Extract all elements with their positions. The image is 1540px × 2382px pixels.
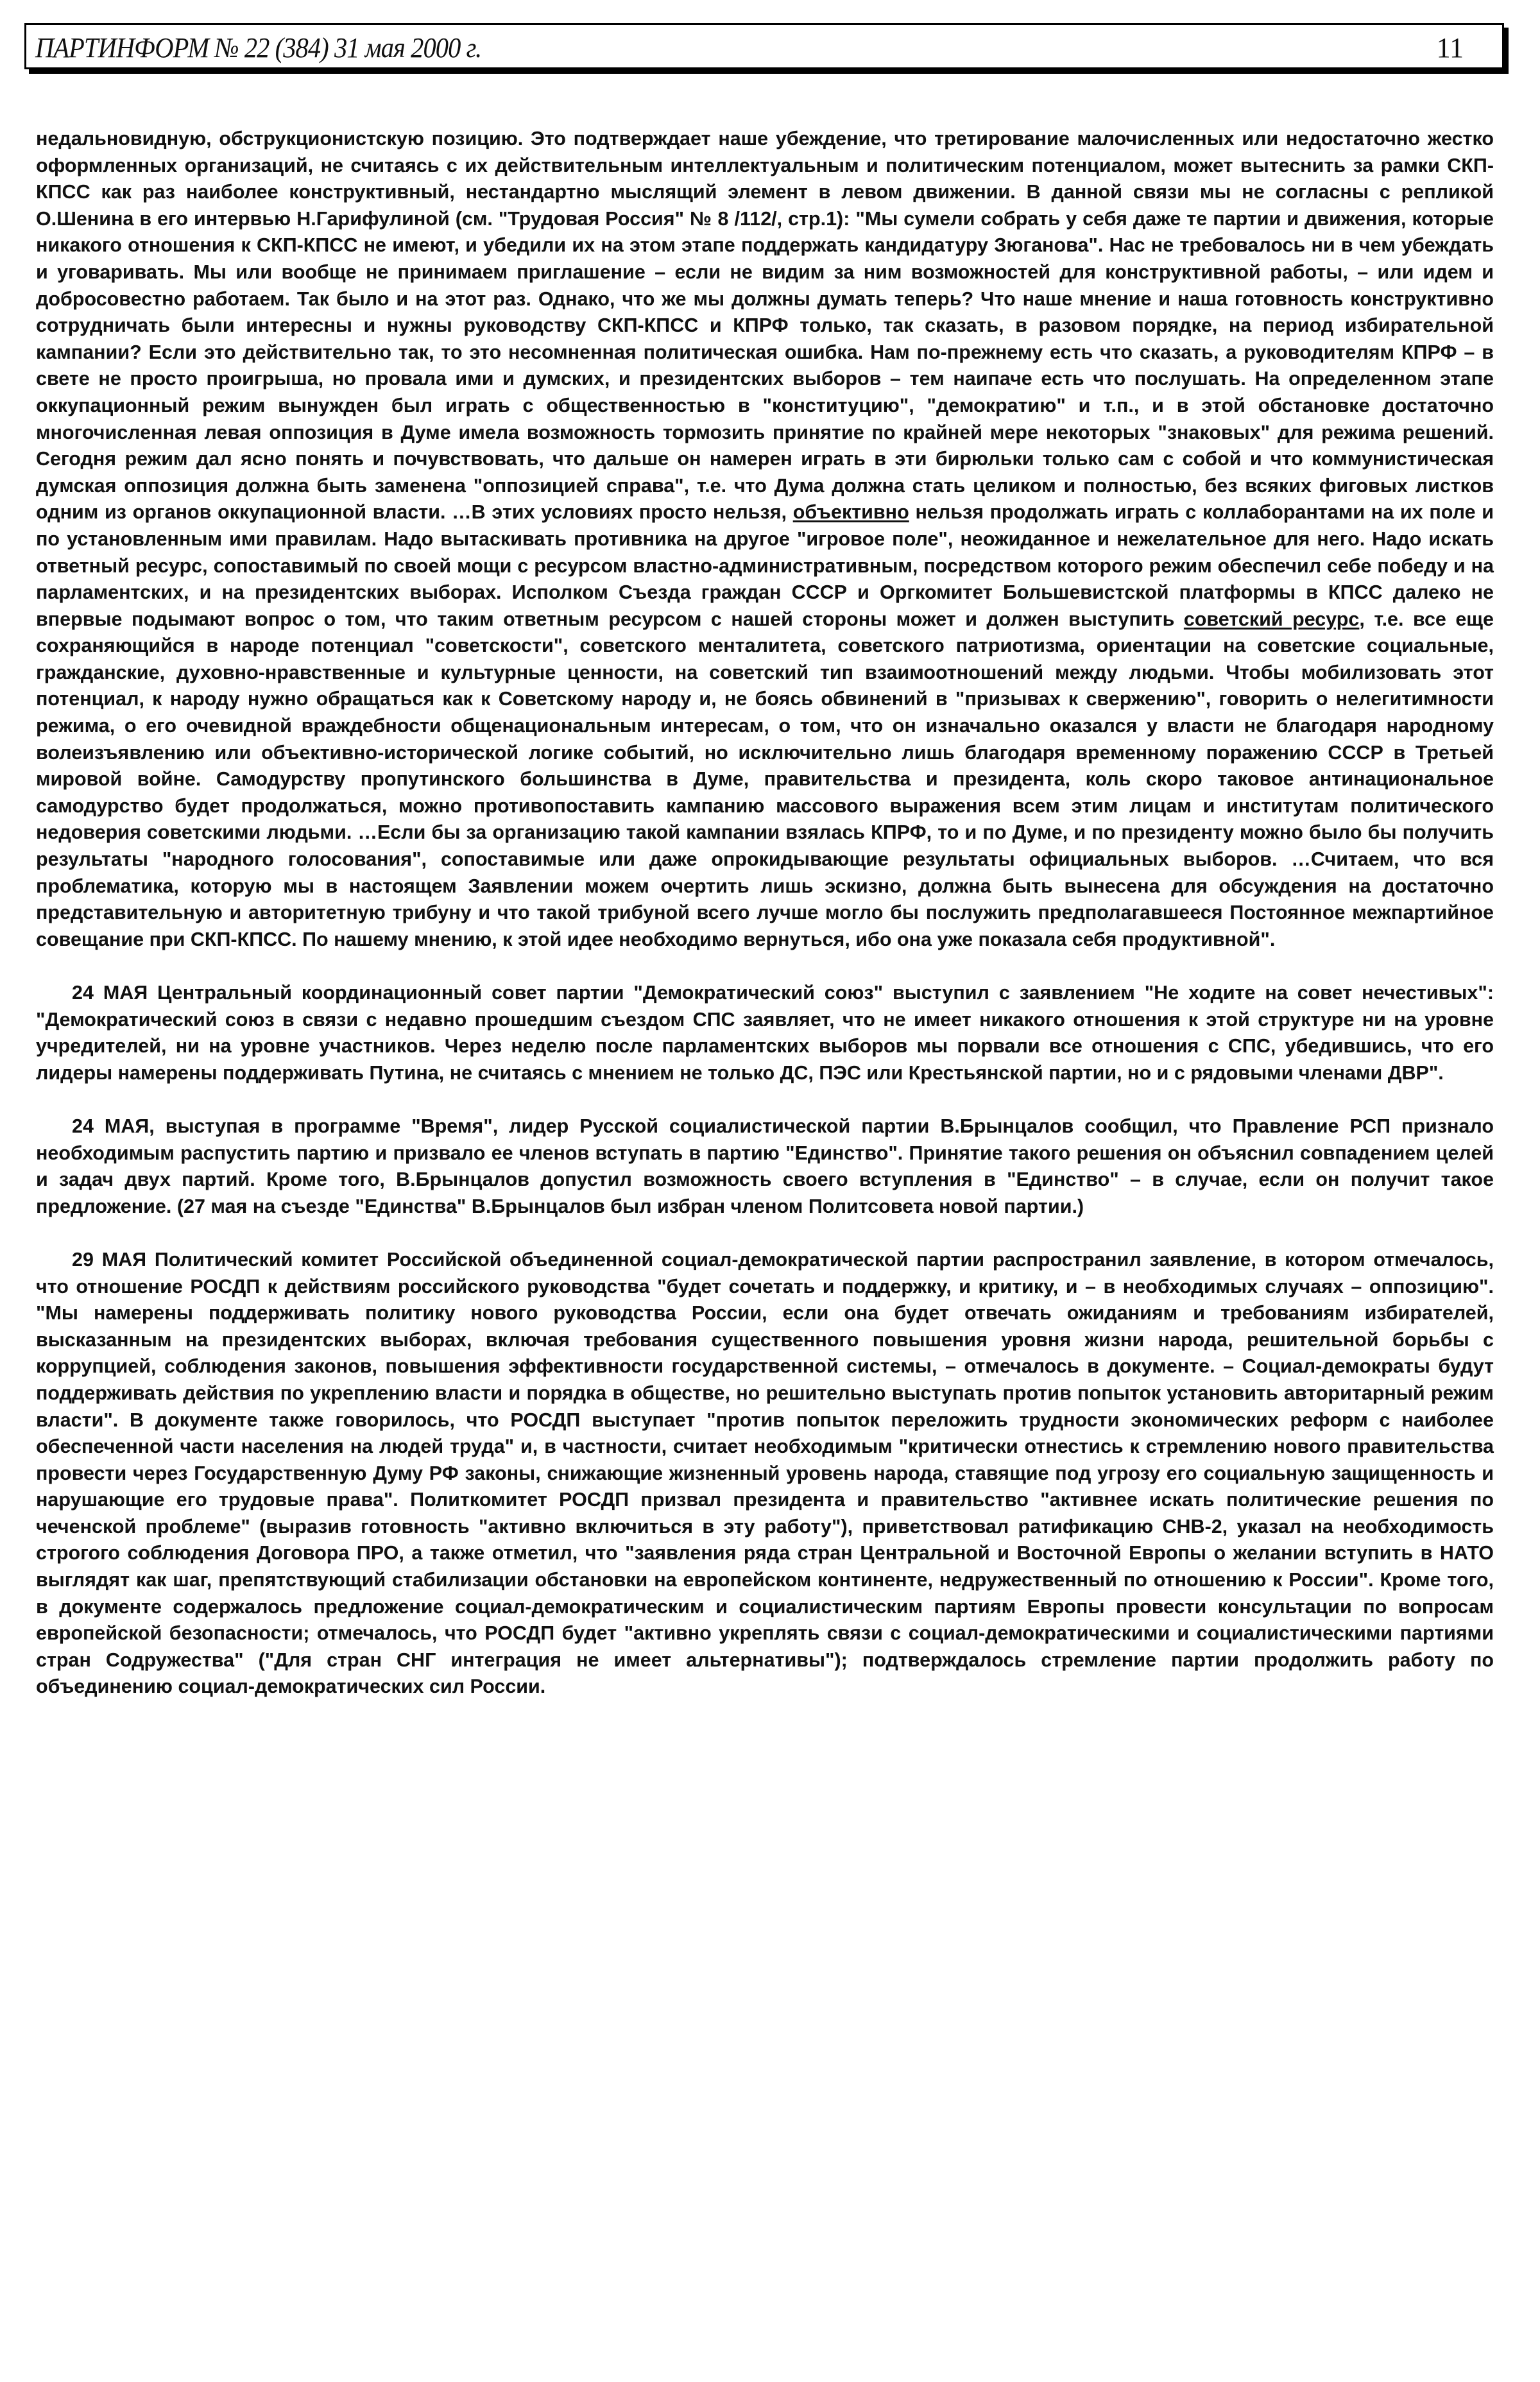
article-body bbox=[36, 126, 1494, 1727]
underlined-text: объективно bbox=[792, 501, 909, 524]
text-segment: , т.е. все еще сохраняющийся в народе потенциал "советскости", советского менталитета, советского патриотизма, ориентации на советские социальные, гражданские, духовно-нравственные и культурные ценности, на советский тип взаимоотношений между людьми. Чтобы мобилизовать этот потенциал, к народу нужно обращаться как к Советскому народу и, не боясь обвинений в "призывах к свержению", говорить о нелегитимности режима, о его очевидной враждебности общенациональным интересам, о том, что он изначально оказался у власти не благодаря народному волеизъявлению или объективно-исторической логике событий, но исключительно лишь благодаря временному поражению СССР в Третьей мировой войне. Самодурству пропутинского большинства в Думе, правительства и президента, коль скоро таковое антинациональное самодурство будет продолжаться, можно противопоставить кампанию массового выражения всем этим лицам и институтам политического недоверия советскими людьми. …Если бы за организацию такой кампании взялась КПРФ, то и по Думе, и по президенту можно было бы получить результаты "народного голосования", сопоставимые или даже опрокидывающие результаты официальных выборов. …Считаем, что вся проблематика, которую мы в настоящем Заявлении можем очертить лишь эскизно, должна быть вынесена для обсуждения на достаточно представительную и авторитетную трибуну и что такой трибуной всего лучше могло бы послужить предполагавшееся Постоянное межпартийное совещание при СКП-КПСС. По нашему мнению, к этой идее необходимо вернуться, ибо она уже показала себя продуктивной". bbox=[36, 608, 1494, 950]
page-number: 11 bbox=[1436, 32, 1464, 64]
underlined-text: советский ресурс bbox=[1183, 608, 1360, 630]
publication-title: ПАРТИНФОРМ № 22 (384) 31 мая 2000 г. bbox=[35, 32, 482, 64]
text-segment: нельзя продолжать играть с коллаборантами на их поле и по установленным ими правилам. Надо вытаскивать противника на другое "игровое поле", неожиданное и нежелательное для него. Надо искать ответный ресурс, сопоставимый по своей мощи с ресурсом властно-административным, посредством которого режим обеспечил себе победу и на парламентских, и на президентских выборах. Исполком Съезда граждан СССР и Оргкомитет Большевистской платформы в КПСС далеко не впервые подымают вопрос о том, что таким ответным ресурсом с нашей стороны может и должен выступить bbox=[36, 501, 1494, 630]
page-header bbox=[24, 23, 1504, 69]
paragraph-may-29-rosdp: 29 МАЯ Политический комитет Российской объединенной социал-демократической партии распространил заявление, в котором отмечалось, что отношение РОСДП к действиям российского руководства "будет сочетать и поддержку, и критику, и – в необходимых случаях – оппозицию". "Мы намерены поддерживать политику нового руководства России, если она будет отвечать ожиданиям и требованиям избирателей, высказанным на президентских выборах, включая требования существенного повышения уровня жизни народа, решительной борьбы с коррупцией, соблюдения законов, повышения эффективности государственной системы, – отмечалось в документе. – Социал-демократы будут поддерживать действия по укреплению власти и порядка в обществе, но решительно выступать против попыток установить авторитарный режим власти". В документе также говорилось, что РОСДП выступает "против попыток переложить трудности экономических реформ с наиболее обеспеченной части населения на людей труда" и, в частности, считает необходимым "критически отнестись к стремлению нового правительства провести через Государственную Думу РФ законы, снижающие жизненный уровень народа, ставящие под угрозу его социальную защищенность и нарушающие его трудовые права". Политкомитет РОСДП призвал президента и правительство "активнее искать политические решения по чеченской проблеме" (выразив готовность "активно включиться в эту работу"), приветствовал ратификацию СНВ-2, указал на необходимость строгого соблюдения Договора ПРО, а также отметил, что "заявления ряда стран Центральной и Восточной Европы о желании вступить в НАТО выглядят как шаг, препятствующий стабилизации обстановки на европейском континенте, недружественный по отношению к России". Кроме того, в документе содержалось предложение социал-демократическим и социалистическим партиям Европы провести консультации по вопросам европейской безопасности; отмечалось, что РОСДП будет "активно укреплять связи с социал-демократическими и социалистическими партиями стран Содружества" ("Для стран СНГ интеграция не имеет альтернативы"); подтверждалось стремление партии продолжить работу по объединению социал-демократических сил России. bbox=[36, 1248, 1494, 1698]
paragraph-may-24-ds: 24 МАЯ Центральный координационный совет партии "Демократический союз" выступил с заявлением "Не ходите на совет нечестивых": "Демократический союз в связи с недавно прошедшим съездом СПС заявляет, что не имеет никакого отношения к этой структуре ни на уровне учредителей, ни на уровне участников. Через неделю после парламентских выборов мы порвали все отношения с СПС, убедившись, что его лидеры намерены поддерживать Путина, не считаясь с мнением не только ДС, ПЭС или Крестьянской партии, но и с рядовыми членами ДВР". bbox=[36, 982, 1494, 1084]
paragraph-statement-continuation bbox=[36, 126, 1494, 953]
text-segment: недальновидную, обструкционистскую позицию. Это подтверждает наше убеждение, что третирование малочисленных или недостаточно жестко оформленных организаций, не считаясь с их действительным интеллектуальным и политическим потенциалом, может вытеснить за рамки СКП-КПСС как раз наиболее конструктивный, нестандартно мыслящий элемент в левом движении. В данной связи мы не согласны с репликой О.Шенина в его интервью Н.Гарифулиной (см. "Трудовая Россия" № 8 /112/, стр.1): "Мы сумели собрать у себя даже те партии и движения, которые никакого отношения к СКП-КПСС не имеют, и убедили их на этом этапе поддержать кандидатуру Зюганова". Нас не требовалось ни в чем убеждать и уговаривать. Мы или вообще не принимаем приглашение – если не видим за ним возможностей для конструктивной работы, – или идем и добросовестно работаем. Так было и на этот раз. Однако, что же мы должны думать теперь? Что наше мнение и наша готовность конструктивно сотрудничать были интересны и нужны руководству СКП-КПСС и КПРФ только, так сказать, в разовом порядке, на период избирательной кампании? Если это действительно так, то это несомненная политическая ошибка. Нам по-прежнему есть что сказать, а руководителям КПРФ – в свете не просто проигрыша, но провала ими и думских, и президентских выборов – тем наипаче есть что послушать. На определенном этапе оккупационный режим вынужден был играть с общественностью в "конституцию", "демократию" и т.п., и в этой обстановке достаточно многочисленная левая оппозиция в Думе имела возможность тормозить принятие по крайней мере некоторых "знаковых" для режима решений. Сегодня режим дал ясно понять и почувствовать, что дальше он намерен играть в эти бирюльки только сам с собой и что коммунистическая думская оппозиция должна быть заменена "оппозицией справа", т.е. что Дума должна стать целиком и полностью, без всяких фиговых листков одним из органов оккупационной власти. …В этих условиях просто нельзя, bbox=[36, 128, 1494, 524]
paragraph-may-24-rsp: 24 МАЯ, выступая в программе "Время", лидер Русской социалистической партии В.Брынцалов сообщил, что Правление РСП признало необходимым распустить партию и призвало ее членов вступать в партию "Единство". Принятие такого решения он объяснил совпадением целей и задач двух партий. Кроме того, В.Брынцалов допустил возможность своего вступления в "Единство" – в случае, если он получит такое предложение. (27 мая на съезде "Единства" В.Брынцалов был избран членом Политсовета новой партии.) bbox=[36, 1115, 1494, 1217]
